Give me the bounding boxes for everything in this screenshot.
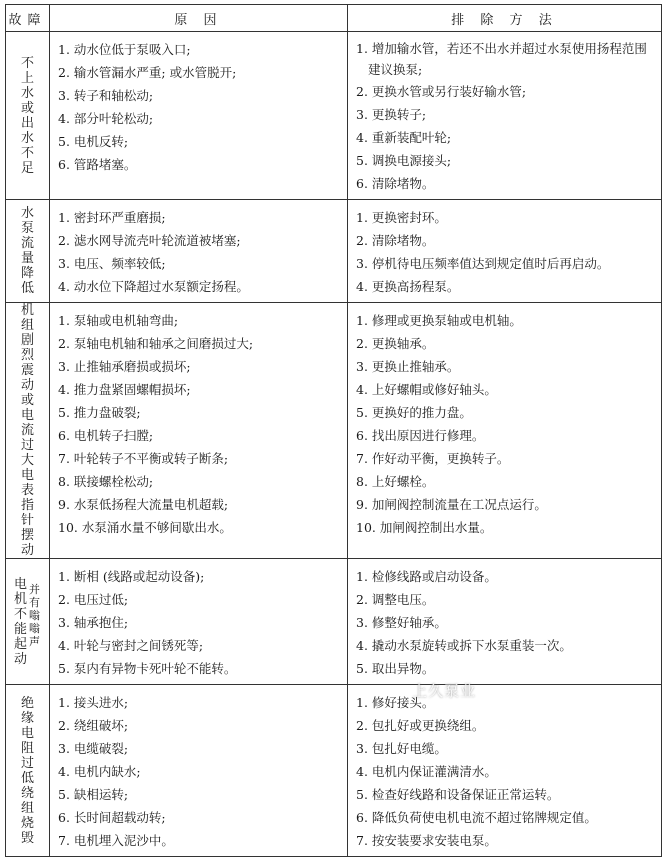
remedy-cell <box>348 32 662 200</box>
remedy-item: 2. 包扎好或更换绕组。 <box>356 718 485 733</box>
remedy-list <box>348 303 661 543</box>
remedy-list <box>348 32 661 199</box>
remedy-item: 3. 包扎好电缆。 <box>356 741 447 756</box>
cause-list <box>50 303 347 543</box>
troubleshooting-table <box>5 4 662 857</box>
remedy-item: 7. 按安装要求安装电泵。 <box>356 833 497 848</box>
fault-label: 机组剧烈震动或电流过大电表指针摆动 <box>20 303 34 558</box>
cause-item: 7. 电机埋入泥沙中。 <box>58 833 174 848</box>
cause-item: 3. 电压、频率较低; <box>58 256 166 271</box>
remedy-item: 2. 调整电压。 <box>356 592 435 607</box>
remedy-cell <box>348 685 662 857</box>
remedy-item: 3. 修整好轴承。 <box>356 615 447 630</box>
remedy-item: 1. 修理或更换泵轴或电机轴。 <box>356 313 522 328</box>
cause-item: 10. 水泵涌水量不够间歇出水。 <box>58 520 232 535</box>
fault-cell <box>6 32 50 200</box>
cause-item: 2. 滤水网导流壳叶轮流道被堵塞; <box>58 233 241 248</box>
remedy-item: 1. 更换密封环。 <box>356 210 447 225</box>
cause-item: 1. 接头进水; <box>58 695 129 710</box>
header-remedy: 排 除 方 法 <box>348 5 662 32</box>
remedy-item: 8. 上好螺栓。 <box>356 474 435 489</box>
fault-label: 水泵流量降低 <box>20 206 34 296</box>
cause-cell <box>50 32 348 200</box>
watermark: 上久泵业 <box>412 682 477 700</box>
remedy-item: 3. 更换止推轴承。 <box>356 359 460 374</box>
remedy-item: 9. 加闸阀控制流量在工况点运行。 <box>356 497 547 512</box>
header-cause: 原 因 <box>50 5 348 32</box>
fault-label-main: 电机不能起动 <box>13 576 27 667</box>
cause-item: 5. 电机反转; <box>58 134 129 149</box>
cause-item: 5. 推力盘破裂; <box>58 405 141 420</box>
cause-item: 1. 断相 (线路或起动设备); <box>58 569 205 584</box>
cause-list <box>50 559 347 684</box>
remedy-list <box>348 685 661 856</box>
cause-item: 3. 止推轴承磨损或损坏; <box>58 359 191 374</box>
header-row <box>6 5 662 32</box>
remedy-list <box>348 559 661 684</box>
cause-item: 3. 电缆破裂; <box>58 741 129 756</box>
fault-label: 绝缘电阻过低绕组烧毁 <box>20 695 34 846</box>
cause-item: 6. 长时间超载动转; <box>58 810 166 825</box>
header-fault: 故障 <box>6 5 50 32</box>
cause-item: 7. 叶轮转子不平衡或转子断条; <box>58 451 229 466</box>
cause-item: 2. 泵轴电机轴和轴承之间磨损过大; <box>58 336 254 351</box>
cause-item: 3. 轴承抱住; <box>58 615 129 630</box>
remedy-item: 4. 上好螺帽或修好轴头。 <box>356 382 497 397</box>
cause-item: 9. 水泵低扬程大流量电机超载; <box>58 497 229 512</box>
remedy-item: 1. 检修线路或启动设备。 <box>356 569 497 584</box>
cause-item: 5. 泵内有异物卡死叶轮不能转。 <box>58 661 237 676</box>
remedy-item: 5. 取出异物。 <box>356 661 435 676</box>
cause-list <box>50 685 347 856</box>
table-row <box>6 685 662 857</box>
fault-cell <box>6 685 50 857</box>
cause-cell <box>50 559 348 685</box>
table-row <box>6 559 662 685</box>
cause-item: 1. 密封环严重磨损; <box>58 210 166 225</box>
remedy-item: 4. 重新装配叶轮; <box>356 130 452 145</box>
cause-item: 4. 推力盘紧固螺帽损坏; <box>58 382 191 397</box>
table-row <box>6 200 662 303</box>
remedy-item: 4. 更换高扬程泵。 <box>356 279 460 294</box>
cause-item: 1. 动水位低于泵吸入口; <box>58 42 191 57</box>
table-row <box>6 32 662 200</box>
remedy-item: 2. 更换水管或另行装好输水管; <box>356 84 527 99</box>
remedy-item: 2. 清除堵物。 <box>356 233 435 248</box>
fault-label-sub: 并有嗡嗡声 <box>29 582 40 648</box>
fault-cell <box>6 559 50 685</box>
remedy-item: 10. 加闸阀控制出水量。 <box>356 520 493 535</box>
cause-cell <box>50 200 348 303</box>
fault-cell <box>6 200 50 303</box>
cause-list <box>50 32 347 180</box>
remedy-cell <box>348 200 662 303</box>
remedy-item: 7. 作好动平衡，更换转子。 <box>356 451 510 466</box>
remedy-item: 6. 找出原因进行修理。 <box>356 428 485 443</box>
remedy-item: 5. 更换好的推力盘。 <box>356 405 472 420</box>
table-row <box>6 303 662 559</box>
cause-item: 2. 输水管漏水严重; 或水管脱开; <box>58 65 237 80</box>
cause-item: 2. 电压过低; <box>58 592 129 607</box>
cause-item: 4. 动水位下降超过水泵额定扬程。 <box>58 279 249 294</box>
cause-item: 4. 电机内缺水; <box>58 764 141 779</box>
fault-label <box>6 577 49 667</box>
remedy-item: 2. 更换轴承。 <box>356 336 435 351</box>
cause-list <box>50 200 347 302</box>
cause-item: 3. 转子和轴松动; <box>58 88 154 103</box>
remedy-item: 3. 更换转子; <box>356 107 427 122</box>
cause-item: 6. 管路堵塞。 <box>58 157 137 172</box>
cause-item: 2. 绕组破坏; <box>58 718 129 733</box>
remedy-cell <box>348 303 662 559</box>
remedy-item: 5. 检查好线路和设备保证正常运转。 <box>356 787 560 802</box>
fault-label: 不上水或出水不足 <box>20 55 34 176</box>
remedy-item: 1. 增加输水管，若还不出水并超过水泵使用扬程范围建议换泵; <box>356 41 647 77</box>
remedy-item: 1. 修好接头。 <box>356 695 435 710</box>
remedy-item: 5. 调换电源接头; <box>356 153 452 168</box>
cause-item: 6. 电机转子扫膛; <box>58 428 154 443</box>
remedy-item: 3. 停机待电压频率值达到规定值时后再启动。 <box>356 256 610 271</box>
cause-item: 4. 叶轮与密封之间锈死等; <box>58 638 204 653</box>
cause-item: 4. 部分叶轮松动; <box>58 111 154 126</box>
cause-item: 8. 联接螺栓松动; <box>58 474 154 489</box>
fault-cell <box>6 303 50 559</box>
remedy-item: 6. 清除堵物。 <box>356 176 435 191</box>
cause-cell <box>50 685 348 857</box>
remedy-item: 4. 电机内保证灌满清水。 <box>356 764 497 779</box>
remedy-list <box>348 200 661 302</box>
cause-item: 1. 泵轴或电机轴弯曲; <box>58 313 179 328</box>
cause-cell <box>50 303 348 559</box>
remedy-cell <box>348 559 662 685</box>
cause-item: 5. 缺相运转; <box>58 787 129 802</box>
remedy-item: 4. 撬动水泵旋转或拆下水泵重装一次。 <box>356 638 572 653</box>
remedy-item: 6. 降低负荷使电机电流不超过铭牌规定值。 <box>356 810 597 825</box>
